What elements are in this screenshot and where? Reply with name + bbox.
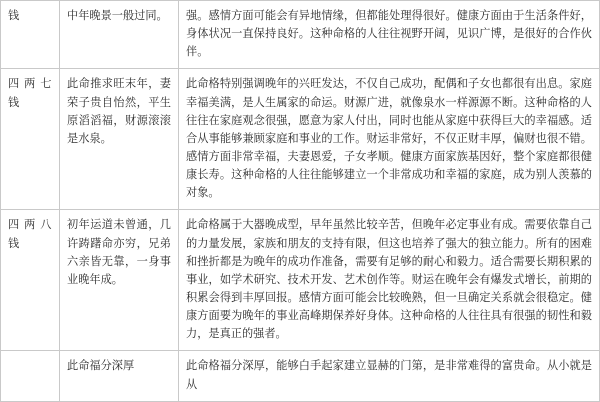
table-row	[1, 351, 600, 401]
poem-cell: 中年晚景一般过同。	[60, 1, 179, 69]
poem-cell: 此命推求旺末年，妻荣子贵自怡然，平生原滔滔福，财源滚滚是水泉。	[60, 69, 179, 210]
description-cell: 强。感情方面可能会有异地情缘，但都能处理得很好。健康方面由于生活条件好，身体状况一直保持良好。这种命格的人往往视野开阔，见识广博，是很好的合作伙伴。	[179, 1, 600, 69]
table-row	[1, 1, 600, 69]
weight-cell: 四两八钱	[1, 210, 60, 351]
description-cell: 此命格特别强调晚年的兴旺发达，不仅自己成功，配偶和子女也都很有出息。家庭幸福美满，是人生属家的命运。财源广进，就像泉水一样源源不断。这种命格的人往往在家庭观念很强，愿意为家人付出，同时也能从家庭中获得巨大的幸福感。适合从事能够兼顾家庭和事业的工作。财运非常好，不仅正财丰厚，偏财也很不错。感情方面非常幸福，夫妻恩爱，子女孝顺。健康方面家族基因好，整个家庭都很健康长寿。这种命格的人往往能够建立一个非常成功和幸福的家庭，成为别人羡慕的对象。	[179, 69, 600, 210]
description-cell: 此命格福分深厚，能够白手起家建立显赫的门第，是非常难得的富贵命。从小就是从	[179, 351, 600, 401]
table-body	[1, 1, 600, 402]
poem-cell: 初年运道未曾通，几许踌躇命亦穷，兄弟六亲皆无靠，一身事业晚年成。	[60, 210, 179, 351]
description-cell: 此命格属于大器晚成型，早年虽然比较辛苦，但晚年必定事业有成。需要依靠自己的力量发展，家族和朋友的支持有限，但这也培养了强大的独立能力。所有的困难和挫折都是为晚年的成功作准备，需要有足够的耐心和毅力。适合需要长期积累的事业，如学术研究、技术开发、艺术创作等。财运在晚年会有爆发式增长，前期的积累会得到丰厚回报。感情方面可能会比较晚熟，但一旦确定关系就会很稳定。健康方面要为晚年的事业高峰期保养好身体。这种命格的人往往具有很强的韧性和毅力，是真正的强者。	[179, 210, 600, 351]
weight-cell: 钱	[1, 1, 60, 69]
table-row	[1, 210, 600, 351]
weight-cell: 四两七钱	[1, 69, 60, 210]
poem-cell: 此命福分深厚	[60, 351, 179, 401]
weight-cell	[1, 351, 60, 401]
table-row	[1, 69, 600, 210]
